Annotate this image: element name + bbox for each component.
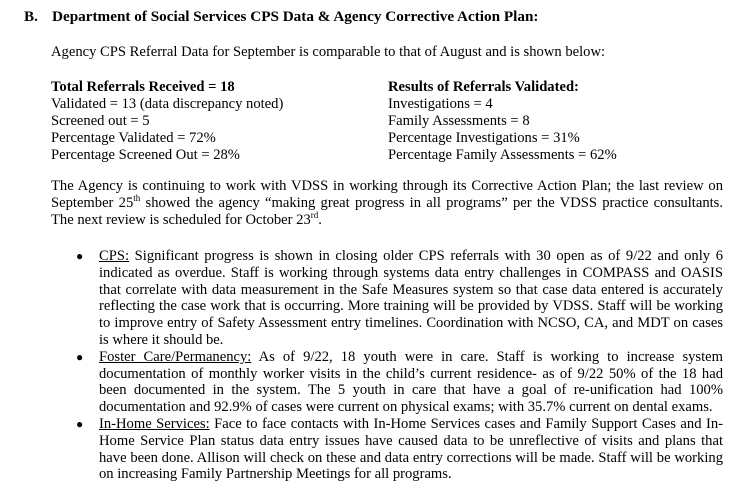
bullet-text: Face to face contacts with In-Home Services cases and Family Support Cases and In-Home Service Plan status data entry issues have caused data to be unreflective of visits and plans that have been done. Allison will check on these and data entry corrections will be made. Staff will be working on increasing Family Partnership Meetings for all programs.	[99, 415, 723, 483]
intro-text: Agency CPS Referral Data for September is comparable to that of August and is shown below:	[51, 44, 606, 60]
corrective-action-paragraph	[51, 178, 723, 228]
section-letter: B.	[24, 8, 38, 25]
validated-line: Family Assessments = 8	[388, 113, 530, 129]
bullet-foster-care	[0, 349, 723, 416]
section-heading	[24, 9, 538, 26]
bullet-topic: Foster Care/Permanency:	[99, 348, 252, 365]
paragraph-text: showed the agency “making great progress in all programs” per the VDSS practice consultants. The next review is scheduled for October 23	[51, 194, 723, 228]
bullet-cps	[0, 248, 723, 349]
paragraph-text: .	[318, 211, 322, 228]
paragraph-text: The Agency is continuing to work with VDSS in working through its Corrective Action Plan; the last review on September 25	[51, 178, 723, 211]
referrals-line: Percentage Validated = 72%	[51, 130, 216, 146]
bullet-topic: In-Home Services:	[99, 415, 210, 432]
validated-line: Percentage Investigations = 31%	[388, 130, 580, 146]
validated-line: Investigations = 4	[388, 96, 493, 112]
referrals-line: Screened out = 5	[51, 113, 150, 129]
validated-results-heading: Results of Referrals Validated:	[388, 79, 579, 95]
bullet-dot-icon: ●	[76, 349, 84, 364]
validated-line: Percentage Family Assessments = 62%	[388, 147, 617, 163]
bullet-topic: CPS:	[99, 248, 130, 264]
bullet-dot-icon: ●	[76, 416, 84, 431]
referrals-line: Validated = 13 (data discrepancy noted)	[51, 96, 284, 112]
section-title: Department of Social Services CPS Data & Agency Corrective Action Plan:	[52, 8, 539, 25]
ordinal-suffix: th	[133, 192, 141, 203]
bullet-dot-icon: ●	[76, 249, 84, 263]
ordinal-suffix: rd	[310, 209, 319, 220]
referrals-line: Percentage Screened Out = 28%	[51, 147, 240, 163]
referrals-received-heading: Total Referrals Received = 18	[51, 79, 235, 95]
bullet-text: Significant progress is shown in closing older CPS referrals with 30 open as of 9/22 and only 6 indicated as overdue. Staff is working through systems data entry challenges in COMPASS and OASIS that correlate with data measurement in the Safe Measures system so that case data entered is accurately reflecting the case work that is occurring. More training will be provided by VDSS. Staff will be working to improve entry of Safety Assessment entry timelines. Coordination with NCSO, CA, and MDT on cases is where it should be.	[99, 248, 723, 348]
referrals-received-block	[51, 79, 283, 164]
validated-results-block	[388, 79, 617, 164]
bullet-text: As of 9/22, 18 youth were in care. Staff is working to increase system documentation of monthly worker visits in the child’s current residence- as of 9/22 50% of the 18 had been documented in the system. The 5 youth in care that have a goal of re-unification had 100% documentation and 92.9% of cases were current on physical exams; with 35.7% current on dental exams.	[99, 348, 723, 416]
bullet-in-home-services	[0, 416, 723, 483]
program-bullet-list	[0, 248, 750, 483]
